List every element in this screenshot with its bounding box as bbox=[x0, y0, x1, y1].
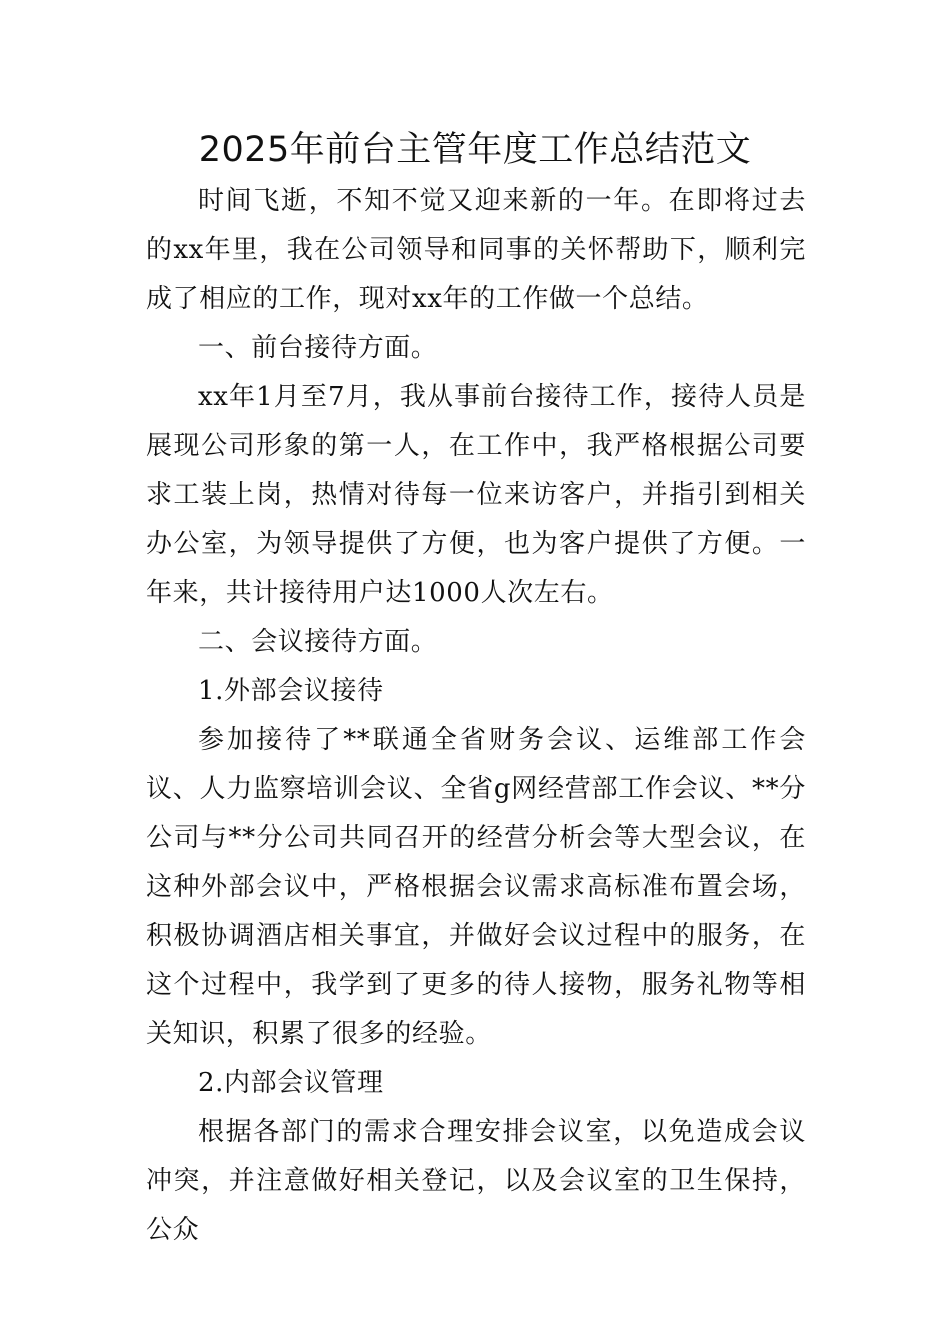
document-body bbox=[146, 177, 806, 1255]
subheading-external-meetings: 1.外部会议接待 bbox=[198, 676, 384, 706]
subheading-internal-meetings: 2.内部会议管理 bbox=[198, 1068, 384, 1098]
paragraph-internal-meetings: 根据各部门的需求合理安排会议室，以免造成会议冲突，并注意做好相关登记，以及会议室的卫生保持，公众 bbox=[146, 1117, 806, 1245]
paragraph-external-meetings: 参加接待了**联通全省财务会议、运维部工作会议、人力监察培训会议、全省g网经营部工作会议、**分公司与**分公司共同召开的经营分析会等大型会议，在这种外部会议中，严格根据会议需求高标准布置会场，积极协调酒店相关事宜，并做好会议过程中的服务，在这个过程中，我学到了更多的待人接物，服务礼物等相关知识，积累了很多的经验。 bbox=[146, 725, 806, 1049]
section-heading-meetings: 二、会议接待方面。 bbox=[198, 627, 438, 657]
paragraph-reception: xx年1月至7月，我从事前台接待工作，接待人员是展现公司形象的第一人，在工作中，我严格根据公司要求工装上岗，热情对待每一位来访客户，并指引到相关办公室，为领导提供了方便，也为客户提供了方便。一年来，共计接待用户达1000人次左右。 bbox=[146, 382, 806, 608]
document-title: 2025年前台主管年度工作总结范文 bbox=[198, 130, 752, 170]
paragraph-intro: 时间飞逝，不知不觉又迎来新的一年。在即将过去的xx年里，我在公司领导和同事的关怀帮助下，顺利完成了相应的工作，现对xx年的工作做一个总结。 bbox=[146, 186, 806, 314]
section-heading-reception: 一、前台接待方面。 bbox=[198, 333, 438, 363]
